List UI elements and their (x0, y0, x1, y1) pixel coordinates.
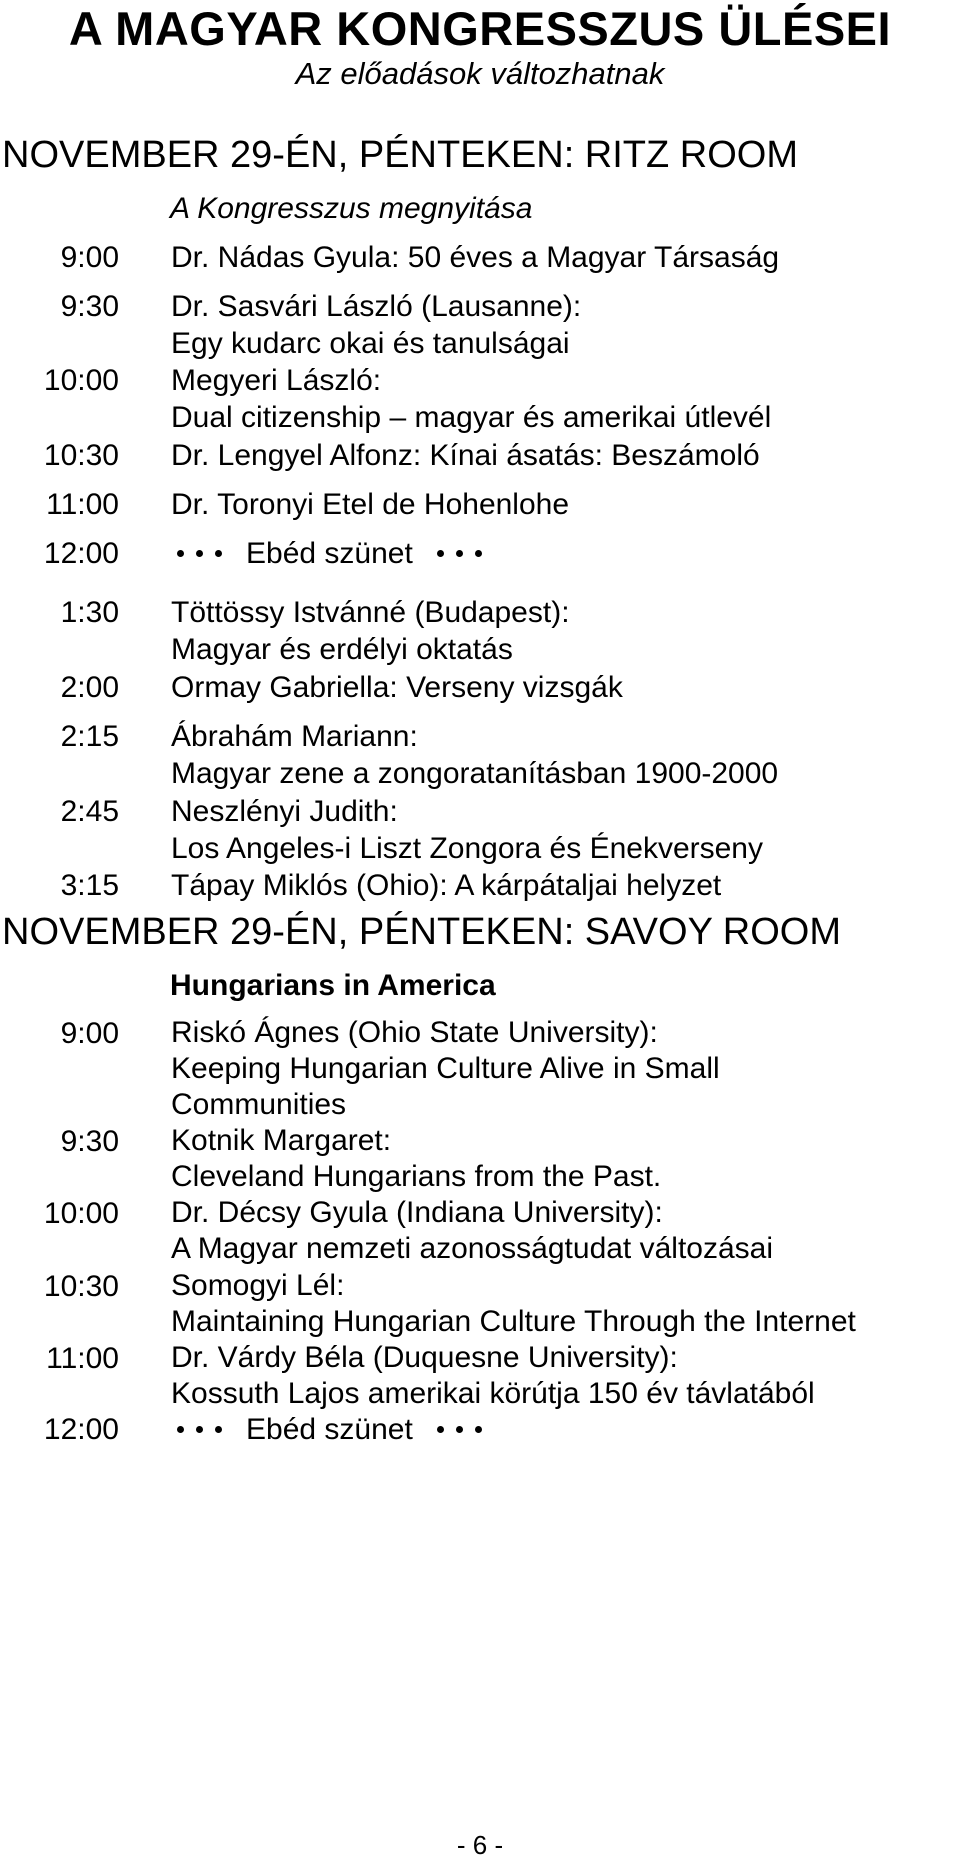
entry-time: 10:30 (43, 1270, 119, 1303)
entry-speaker: Ábrahám Mariann: (171, 720, 418, 753)
section-ritz-room (0, 133, 960, 902)
entry-title: A Magyar nemzeti azonosságtudat változásai (171, 1232, 774, 1265)
entry-speaker: Megyeri László: (171, 364, 382, 397)
entry-title: Kossuth Lajos amerikai körútja 150 év távlatából (171, 1377, 815, 1410)
entry-time: 9:30 (60, 1125, 119, 1158)
entry-time: 10:00 (43, 1197, 119, 1230)
entry-title: Los Angeles-i Liszt Zongora és Énekverseny (171, 832, 763, 865)
entry-title: Keeping Hungarian Culture Alive in Small (171, 1052, 720, 1085)
section-savoy-room (0, 910, 960, 1730)
entry-title: Maintaining Hungarian Culture Through the Internet (171, 1305, 856, 1338)
bullet-dots-icon (177, 550, 222, 557)
entry-speaker: Neszlényi Judith: (171, 795, 398, 828)
entry-time: 3:15 (60, 869, 119, 902)
entry-time: 11:00 (46, 488, 119, 521)
entry-title: Egy kudarc okai és tanulságai (171, 327, 570, 360)
lunch-break-label: Ebéd szünet (246, 1413, 413, 1446)
page-number: - 6 - (456, 1830, 504, 1860)
entry-time: 2:15 (60, 720, 119, 753)
entry-time: 12:00 (43, 537, 119, 570)
entry-title: Dr. Lengyel Alfonz: Kínai ásatás: Beszámoló (171, 439, 760, 472)
entry-time: 2:45 (60, 795, 119, 828)
entry-title: Dr. Nádas Gyula: 50 éves a Magyar Társaság (171, 241, 780, 274)
entry-speaker: Dr. Sasvári László (Lausanne): (171, 290, 582, 323)
entry-speaker: Somogyi Lél: (171, 1269, 345, 1302)
entry-time: 10:00 (43, 364, 119, 397)
entry-time: 9:00 (60, 241, 119, 274)
entry-title: Cleveland Hungarians from the Past. (171, 1160, 662, 1193)
entry-title: Dual citizenship – magyar és amerikai útlevél (171, 401, 772, 434)
entry-time: 12:00 (43, 1413, 119, 1446)
bullet-dots-icon (437, 1426, 482, 1433)
page-subtitle: Az előadások változhatnak (295, 56, 665, 91)
entry-time: 9:30 (60, 290, 119, 323)
section-heading: NOVEMBER 29-ÉN, PÉNTEKEN: SAVOY ROOM (2, 911, 842, 953)
bullet-dots-icon (177, 1426, 222, 1433)
entry-title: Dr. Toronyi Etel de Hohenlohe (171, 488, 570, 521)
entry-speaker: Dr. Décsy Gyula (Indiana University): (171, 1196, 663, 1229)
entry-time: 1:30 (60, 596, 119, 629)
entry-title: Magyar és erdélyi oktatás (171, 633, 513, 666)
entry-title-continued: Communities (171, 1088, 347, 1121)
entry-title: Ormay Gabriella: Verseny vizsgák (171, 671, 623, 704)
entry-title: Tápay Miklós (Ohio): A kárpátaljai helyzet (171, 869, 722, 902)
section-subheading: Hungarians in America (170, 969, 496, 1002)
entry-time: 10:30 (43, 439, 119, 472)
lunch-break-label: Ebéd szünet (246, 537, 413, 570)
entry-time: 2:00 (60, 671, 119, 704)
entry-speaker: Dr. Várdy Béla (Duquesne University): (171, 1341, 678, 1374)
section-subheading: A Kongresszus megnyitása (170, 192, 533, 225)
entry-speaker: Riskó Ágnes (Ohio State University): (171, 1016, 658, 1049)
entry-title: Magyar zene a zongoratanításban 1900-2000 (171, 757, 779, 790)
entry-time: 9:00 (60, 1017, 119, 1050)
entry-time: 11:00 (46, 1342, 119, 1375)
page-title: A MAGYAR KONGRESSZUS ÜLÉSEI (68, 2, 892, 55)
entry-speaker: Töttössy Istvánné (Budapest): (171, 596, 570, 629)
entry-speaker: Kotnik Margaret: (171, 1124, 392, 1157)
section-heading: NOVEMBER 29-ÉN, PÉNTEKEN: RITZ ROOM (2, 134, 798, 176)
bullet-dots-icon (437, 550, 482, 557)
